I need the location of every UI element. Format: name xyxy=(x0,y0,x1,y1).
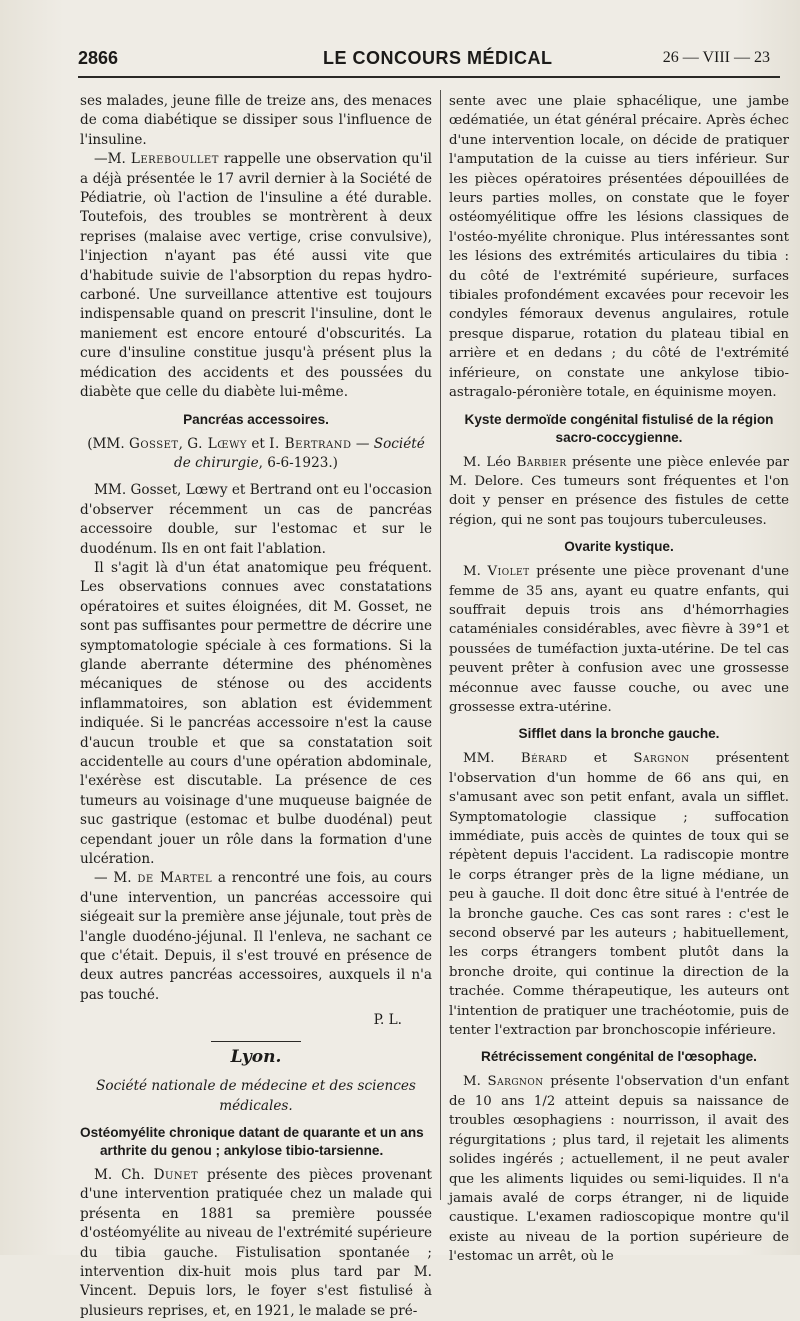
society-name: Société de chirurgie xyxy=(174,435,425,471)
author-name: G. Lœwy xyxy=(187,435,248,452)
text-run: présente une pièce enlevée par M. Delore. Ces tumeurs sont fréquentes et l'on doit y penser en présence des fistules de cette région, qui ne sont pas toujours tuberculeuses. xyxy=(449,454,790,528)
text-run: M. xyxy=(463,1074,488,1090)
paragraph: Il s'agit là d'un état anatomique peu fréquent. Les observations connues avec constatations opératoires et suites éloignées, dit M. Gosset, ne sont pas suffisantes pour permettre de décrire une symptomatologie spéciale à ces formations. Si la glande aberrante détermine des phénomènes mécaniques de sténose ou des accidents inflammatoires, son ablation est évidemment indiquée. Si le pancréas accessoire n'est la cause d'aucun trouble et que sa constatation soit accidentelle au cours d'une opération abdominale, l'exérèse est discutable. La présence de ces tumeurs au voisinage d'une muqueuse baignée de suc gastrique (estomac et bulbe duodénal) peut cependant jouer un rôle dans la formation d'une ulcération. xyxy=(80,559,432,868)
header-rule xyxy=(78,76,780,78)
text-run: M. Ch. xyxy=(94,1166,154,1183)
text-run: MM. xyxy=(463,751,521,767)
society-heading: Société nationale de médecine et des sciences médicales. xyxy=(96,1078,416,1114)
paragraph xyxy=(80,150,432,402)
author-name: Lereboullet xyxy=(130,151,219,168)
text-run: présente l'observation d'un enfant de 10 ans 1/2 atteint depuis sa naissance de troubles œsophagiens : nourrisson, il avait des régurgitations ; plus tard, il rejetait les aliments solides ingérés ; actuellement, il ne peut avaler que les aliments liquides ou semi-liquides. Il n'a jamais avalé de corps étranger, ni de liquide caustique. L'examen radioscopique montre qu'il existe au niveau de la portion supérieure de l'estomac un arrêt, où le xyxy=(449,1074,789,1265)
paragraph: ses malades, jeune fille de treize ans, des menaces de coma diabétique se dissiper sous l'influence de l'insuline. xyxy=(80,93,432,148)
author-name: Gosset xyxy=(129,435,179,452)
text-run: présente des pièces provenant d'une intervention pratiquée chez un malade qui présenta en 1881 sa première poussée d'ostéomyélite au niveau de l'extrémité supérieure du tibia gauche. Fistulisation spontanée ; intervention dix-huit mois plus tard par M. Vincent. Depuis lors, le foyer s'est fistulisé à plusieurs reprises, et, en 1921, le malade se pré- xyxy=(80,1166,433,1319)
author-name: Sargnon xyxy=(487,1074,544,1090)
issue-date: 26 — VIII — 23 xyxy=(662,49,770,66)
city-heading: Lyon. xyxy=(230,1046,282,1067)
paragraph xyxy=(449,749,789,1040)
separator-rule xyxy=(211,1041,301,1042)
author-name: de Martel xyxy=(137,870,213,887)
author-name: Bérard xyxy=(520,751,568,767)
title-line: arthrite du genou ; ankylose tibio-tarsienne. xyxy=(100,1142,384,1158)
page-header xyxy=(78,44,778,72)
paragraph: sente avec une plaie sphacélique, une jambe œdématiée, un état général précaire. Après échec d'une intervention locale, on décide de pratiquer l'amputation de la cuisse au tiers inférieur. Sur les pièces opératoires présentées dépouillées de leurs parties molles, on constate que le foyer ostéomyélitique offre les lésions classiques de l'ostéo-myélite chronique. Plus intéressantes sont les lésions des extrémités articulaires du tibia : du côté de l'extrémité supérieure, surfaces tibiales profondément excavées pour recevoir les condyles fémoraux devenus angulaires, rotule presque disparue, rotation du plateau tibial en arrière et en dedans ; du côté de l'extrémité inférieure, on constate une ankylose tibio-astragalo-péronière totale, en équinisme moyen. xyxy=(449,94,789,401)
section-title xyxy=(80,1124,432,1160)
paragraph xyxy=(449,453,789,531)
text-run: —M. xyxy=(94,151,131,168)
section-title: Rétrécissement congénital de l'œsophage. xyxy=(481,1049,757,1065)
title-line: Ostéomyélite chronique datant de quarante et un ans xyxy=(80,1124,424,1140)
text-run: — M. xyxy=(94,870,138,887)
section-title: Kyste dermoïde congénital fistulisé de la région sacro-coccygienne. xyxy=(464,411,774,445)
author-name: Violet xyxy=(487,564,530,580)
text-run: — xyxy=(351,435,374,452)
paragraph: MM. Gosset, Lœwy et Bertrand ont eu l'occasion d'observer récemment un cas de pancréas accessoire double, sur l'estomac et sur le duodénum. Ils en ont fait l'ablation. xyxy=(80,482,432,557)
left-column xyxy=(80,92,432,1321)
paragraph xyxy=(449,1072,789,1266)
section-title: Sifflet dans la bronche gauche. xyxy=(518,726,720,742)
right-column xyxy=(449,92,789,1267)
text-run: rappelle une observation qu'il a déjà présentée le 17 avril dernier à la Société de Pédiatrie, où l'action de l'insuline a été durable. Toutefois, des troubles se montrèrent à deux reprises (malaise avec vertige, crise convulsive), l'injection n'ayant pas été aussi vite que d'habitude suivie de l'absorption du repas hydro-carboné. Une surveillance attentive est toujours indispensable quand on prescrit l'insuline, dont le maniement est encore entouré d'obscurités. La cure d'insuline constitue jusqu'à présent plus la médication des accidents et des poussées du diabète que celle du diabète lui-même. xyxy=(80,151,433,401)
paragraph xyxy=(80,869,432,1005)
author-name: Dunet xyxy=(153,1166,199,1183)
text-run: a rencontré une fois, au cours d'une intervention, un pancréas accessoire qui siégeait sur la première anse jéjunale, tout près de l'angle duodéno-jéjunal. Il l'enleva, ne sachant ce que c'était. Depuis, il s'est trouvé en présence de deux autres pancréas accessoires, auxquels il n'a pas touché. xyxy=(80,870,432,1003)
paragraph xyxy=(449,562,789,717)
journal-title: LE CONCOURS MÉDICAL xyxy=(323,48,553,68)
section-title: Ovarite kystique. xyxy=(564,539,674,555)
author-name: I. Bertrand xyxy=(269,435,352,452)
text-run: M. xyxy=(463,564,488,580)
text-run: présente une pièce provenant d'une femme de 35 ans, ayant eu quatre enfants, qui souffrait depuis trois ans d'hémorrhagies cataméniales considérables, avec fièvre à 39°1 et poussées de tuméfaction juxta-utérine. De tel cas peuvent prêter à confusion avec une grossesse méconnue avec fausse couche, ou avec une grossesse extra-utérine. xyxy=(449,564,789,715)
author-name: Barbier xyxy=(516,454,567,470)
section-title: Pancréas accessoires. xyxy=(183,411,329,427)
text-run: (MM. xyxy=(87,435,129,452)
text-run: présentent l'observation d'un homme de 66 ans qui, en s'amusant avec son petit enfant, avala un sifflet. Symptomatologie classique ; suffocation immédiate, puis accès de quintes de toux qui se répètent depuis l'accident. La radiscopie montre le corps étranger près de la ligne médiane, un peu à gauche. Il doit donc être situé à l'entrée de la bronche gauche. Ces cas sont rares : c'est le second observé par les auteurs ; habituellement, les corps étrangers tombent plutôt dans la bronche droite, qui continue la direction de la trachée. Comme thérapeutique, les auteurs ont l'intention de pratiquer une trachéotomie, puis de tenter l'extraction par bronchoscopie inférieure. xyxy=(449,751,790,1039)
author-name: Sargnon xyxy=(633,751,690,767)
text-run: M. Léo xyxy=(463,454,517,470)
page-number: 2866 xyxy=(78,48,119,68)
signature: P. L. xyxy=(373,1012,402,1029)
paragraph xyxy=(80,1166,432,1321)
text-run: et xyxy=(567,751,634,767)
text-run: , 6-6-1923.) xyxy=(258,454,338,471)
column-divider xyxy=(440,90,441,1200)
reference: (MM. Gosset, G. Lœwy et I. Bertrand — Société de chirurgie, 6-6-1923.) xyxy=(87,435,425,471)
